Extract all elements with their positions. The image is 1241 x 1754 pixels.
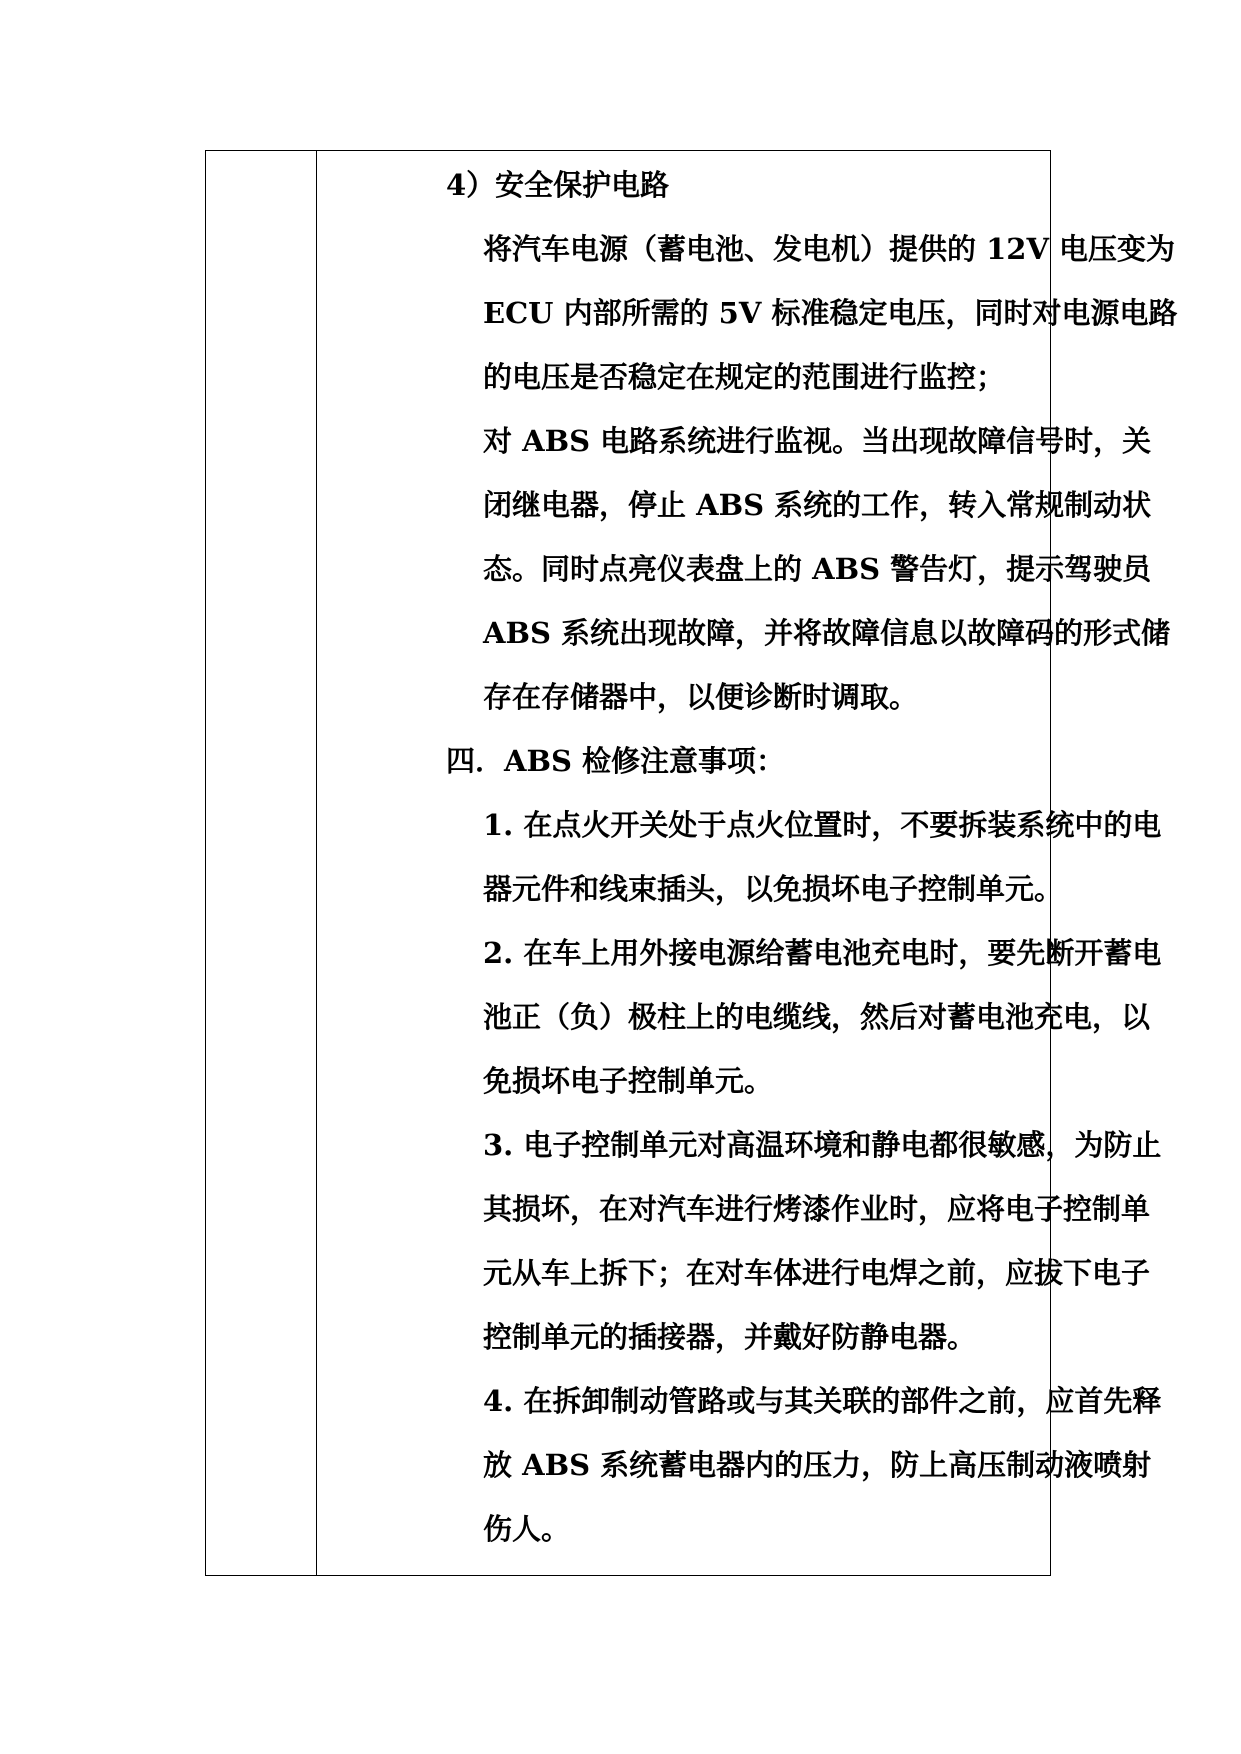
list-item-line: 池正（负）极柱上的电缆线，然后对蓄电池充电，以 <box>483 1000 1151 1034</box>
list-item-line: 控制单元的插接器，并戴好防静电器。 <box>483 1320 977 1354</box>
list-item-line: 2. 在车上用外接电源给蓄电池充电时，要先断开蓄电 <box>483 936 1162 970</box>
list-item-line: 元从车上拆下；在对车体进行电焊之前，应拔下电子 <box>483 1256 1151 1290</box>
paragraph-line: 将汽车电源（蓄电池、发电机）提供的 12V 电压变为 <box>483 232 1176 266</box>
list-item-line: 免损坏电子控制单元。 <box>483 1064 774 1098</box>
list-item-line: 3. 电子控制单元对高温环境和静电都很敏感，为防止 <box>483 1128 1162 1162</box>
paragraph-line: 闭继电器，停止 ABS 系统的工作，转入常规制动状 <box>483 488 1152 522</box>
list-item-line: 放 ABS 系统蓄电器内的压力，防上高压制动液喷射 <box>483 1448 1152 1482</box>
paragraph-line: 存在存储器中，以便诊断时调取。 <box>483 680 919 714</box>
list-item-line: 伤人。 <box>483 1512 571 1546</box>
table-left-cell <box>206 151 317 1575</box>
paragraph-line: 的电压是否稳定在规定的范围进行监控； <box>483 360 1006 394</box>
paragraph-line: ECU 内部所需的 5V 标准稳定电压，同时对电源电路 <box>483 296 1178 330</box>
list-item-line: 4. 在拆卸制动管路或与其关联的部件之前，应首先释 <box>483 1384 1162 1418</box>
heading-abs-maintenance: 四．ABS 检修注意事项： <box>446 744 786 778</box>
table-right-cell <box>317 151 1178 1575</box>
content-table <box>205 150 1178 1576</box>
paragraph-line: ABS 系统出现故障，并将故障信息以故障码的形式储 <box>483 616 1171 650</box>
list-item-line: 1. 在点火开关处于点火位置时，不要拆装系统中的电 <box>483 808 1162 842</box>
list-item-line: 其损坏，在对汽车进行烤漆作业时，应将电子控制单 <box>483 1192 1151 1226</box>
heading-safety-circuit: 4）安全保护电路 <box>446 168 670 202</box>
paragraph-line: 对 ABS 电路系统进行监视。当出现故障信号时，关 <box>483 424 1152 458</box>
paragraph-line: 态。同时点亮仪表盘上的 ABS 警告灯，提示驾驶员 <box>483 552 1152 586</box>
list-item-line: 器元件和线束插头，以免损坏电子控制单元。 <box>483 872 1064 906</box>
